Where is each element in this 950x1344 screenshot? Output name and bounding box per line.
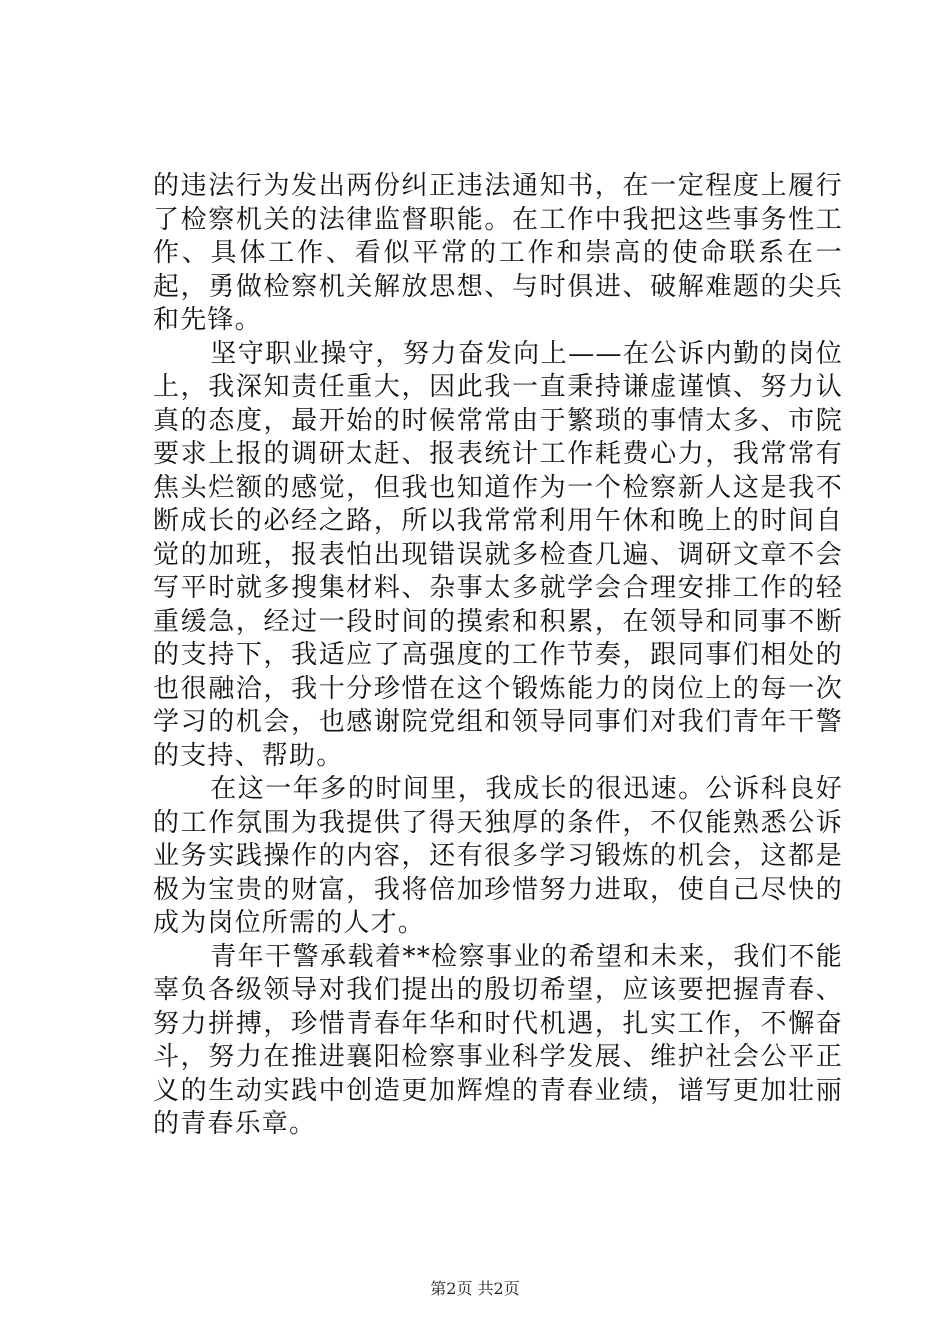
paragraph-continuation: 的违法行为发出两份纠正违法通知书，在一定程度上履行了检察机关的法律监督职能。在工作中我把这些事务性工作、具体工作、看似平常的工作和崇高的使命联系在一起，勇做检察机关解放思想、与时俱进、破解难题的尖兵和先锋。 [153, 171, 843, 335]
paragraph-growth: 在这一年多的时间里，我成长的很迅速。公诉科良好的工作氛围为我提供了得天独厚的条件，不仅能熟悉公诉业务实践操作的内容，还有很多学习锻炼的机会，这都是极为宝贵的财富，我将倍加珍惜努力进取，使自己尽快的成为岗位所需的人才。 [153, 774, 843, 938]
paragraph-youth-mission: 青年干警承载着**检察事业的希望和未来，我们不能辜负各级领导对我们提出的殷切希望，应该要把握青春、努力拼搏，珍惜青春年华和时代机遇，扎实工作，不懈奋斗，努力在推进襄阳检察事业科学发展、维护社会公平正义的生动实践中创造更加辉煌的青春业绩，谱写更加壮丽的青春乐章。 [153, 941, 843, 1139]
paragraph-professional-ethics: 坚守职业操守，努力奋发向上——在公诉内勤的岗位上，我深知责任重大，因此我一直秉持谦虚谨慎、努力认真的态度，最开始的时候常常由于繁琐的事情太多、市院要求上报的调研太赶、报表统计工作耗费心力，我常常有焦头烂额的感觉，但我也知道作为一个检察新人这是我不断成长的必经之路，所以我常常利用午休和晚上的时间自觉的加班，报表怕出现错误就多检查几遍、调研文章不会写平时就多搜集材料、杂事太多就学会合理安排工作的轻重缓急，经过一段时间的摸索和积累，在领导和同事不断的支持下，我适应了高强度的工作节奏，跟同事们相处的也很融洽，我十分珍惜在这个锻炼能力的岗位上的每一次学习的机会，也感谢院党组和领导同事们对我们青年干警的支持、帮助。 [153, 338, 843, 771]
page-number-footer: 第2页 共2页 [430, 1279, 520, 1298]
document-body [153, 170, 843, 1142]
